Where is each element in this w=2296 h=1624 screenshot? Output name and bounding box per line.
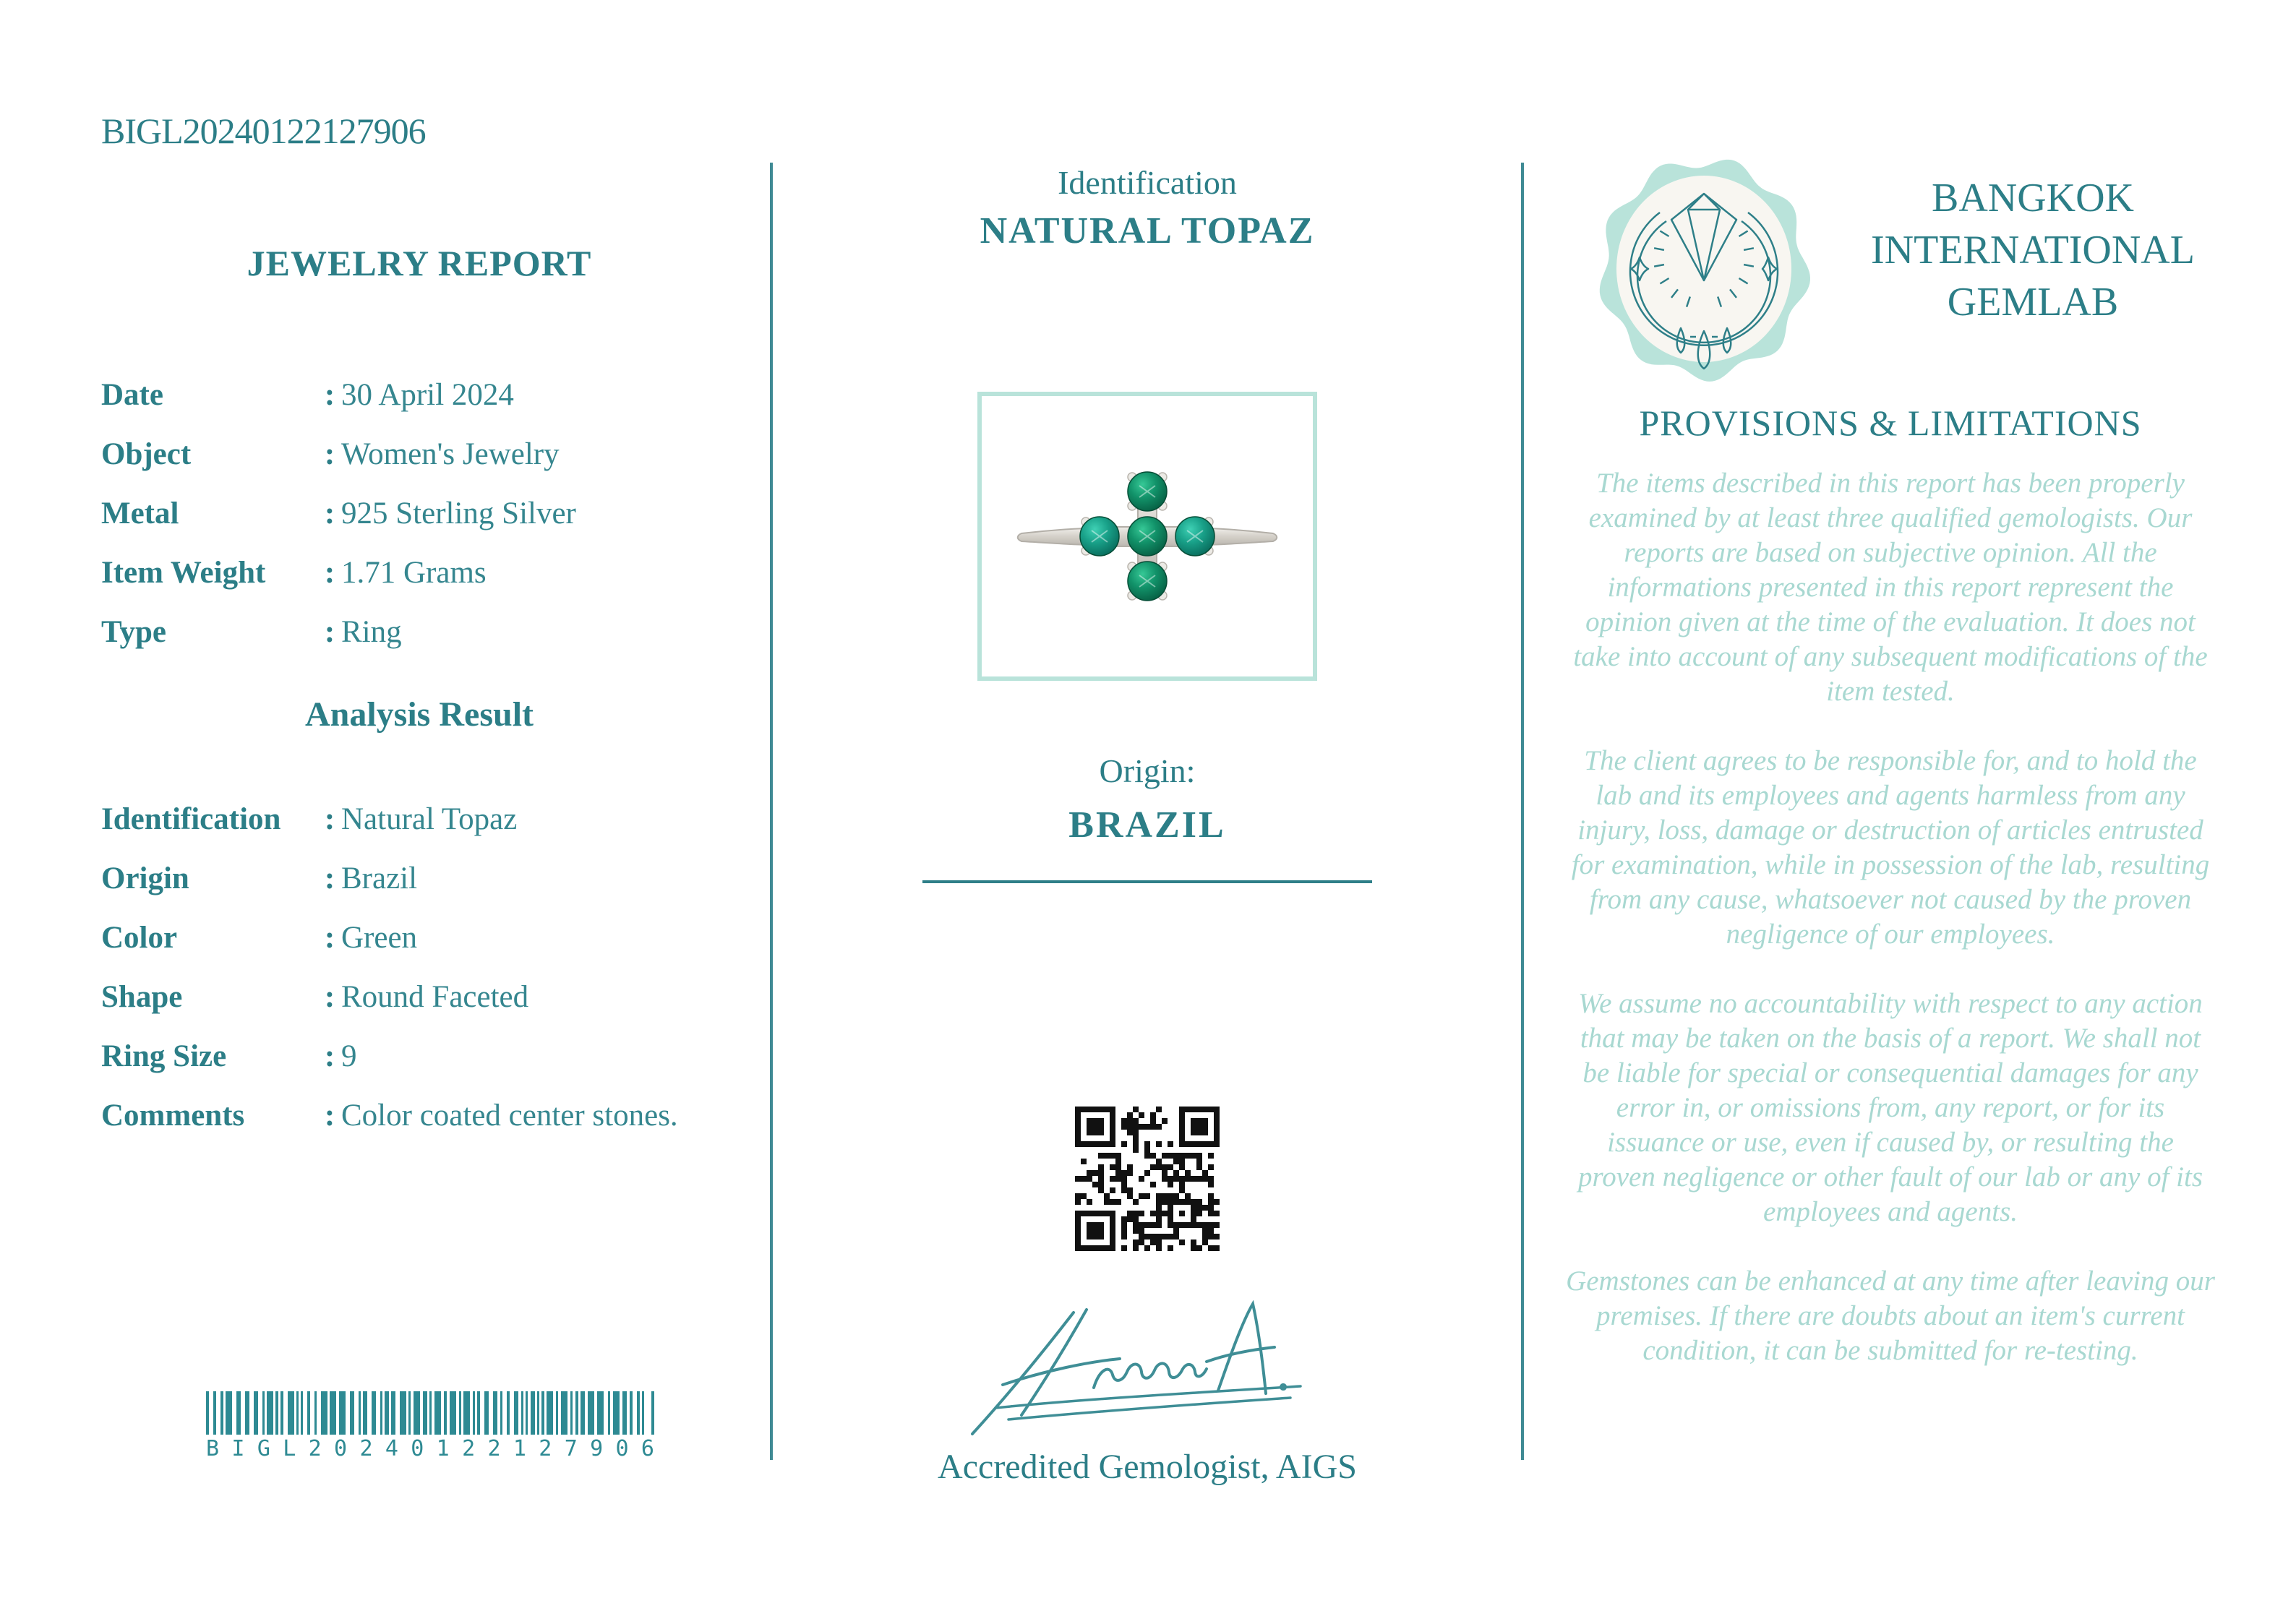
analysis-result-title: Analysis Result [304,695,534,734]
lab-name-line: BANGKOK [1932,176,2134,220]
provision-paragraph: We assume no accountability with respect to any action that may be taken on the basis of a report. We shall not be liable for special or consequential damages for any error in, or omissions from, any report, or for its issuance or use, even if caused by, or resulting the proven negligence or other fault of our lab or any of its employees and agents. [1577,988,2203,1227]
field-value: Ring [341,615,402,649]
lab-name-line: INTERNATIONAL [1871,228,2195,272]
barcode-char: 2 [308,1436,322,1461]
barcode-char: 2 [462,1436,476,1461]
field-label: Origin [101,862,189,895]
field-colon: : [324,1039,335,1073]
field-row [101,790,737,849]
field-label: Comments [101,1099,245,1133]
ring-photo [982,396,1313,676]
field-value: Green [341,921,418,955]
barcode-char: 2 [359,1436,373,1461]
identification-value: NATURAL TOPAZ [980,210,1315,252]
field-row [101,1027,737,1086]
origin-underline [922,880,1372,883]
provisions-text [1565,466,2216,1403]
field-label: Shape [101,980,183,1014]
field-value: Color coated center stones. [341,1099,678,1133]
identification-heading: Identification [1058,164,1237,201]
barcode-char: G [257,1436,270,1461]
barcode-char: 1 [436,1436,450,1461]
field-label: Metal [101,497,179,530]
field-colon: : [324,437,335,471]
field-colon: : [324,615,335,649]
lab-name-line: GEMLAB [1947,280,2119,325]
field-colon: : [324,980,335,1014]
barcode-char: 0 [334,1436,348,1461]
field-label: Identification [101,802,281,836]
barcode-char: 2 [539,1436,552,1461]
barcode-icon [206,1391,654,1435]
barcode-char: 6 [641,1436,654,1461]
details-list [101,366,737,662]
analysis-list [101,790,737,1146]
provisions-title: PROVISIONS & LIMITATIONS [1639,403,2142,443]
field-row [101,366,737,425]
field-row [101,544,737,603]
field-colon: : [324,378,335,412]
report-number: BIGL20240122127906 [101,111,426,151]
field-row [101,484,737,544]
field-label: Type [101,615,166,649]
field-row [101,849,737,908]
field-value: 30 April 2024 [341,378,514,412]
provision-paragraph: The items described in this report has been properly examined by at least three qualified gemologists. Our reports are based on subjective opinion. All the informations presented in this report represent the opinion given at the time of the evaluation. It does not take into account of any subsequent modifications of the item tested. [1573,468,2208,707]
barcode-char: B [206,1436,220,1461]
field-value: 925 Sterling Silver [341,497,576,530]
barcode [206,1391,654,1461]
barcode-char: 1 [513,1436,526,1461]
field-label: Ring Size [101,1039,227,1073]
field-label: Object [101,437,192,471]
barcode-char: 0 [615,1436,629,1461]
field-colon: : [324,556,335,590]
field-colon: : [324,497,335,530]
field-value: Brazil [341,862,418,895]
field-colon: : [324,802,335,836]
field-value: Round Faceted [341,980,529,1014]
identification-column [771,0,1523,1624]
page-title: JEWELRY REPORT [247,242,592,283]
origin-heading: Origin: [1099,752,1196,789]
field-label: Item Weight [101,556,266,590]
field-value: 1.71 Grams [341,556,487,590]
barcode-char: 7 [564,1436,578,1461]
field-colon: : [324,921,335,955]
provisions-column [1522,0,2296,1624]
provision-paragraph: Gemstones can be enhanced at any time after leaving our premises. If there are doubts about an item's current condition, it can be submitted for re-testing. [1566,1266,2215,1366]
barcode-char: I [231,1436,245,1461]
barcode-char: L [283,1436,296,1461]
barcode-text [206,1436,654,1461]
field-row [101,908,737,968]
accredited-gemologist-line: Accredited Gemologist, AIGS [938,1448,1357,1486]
field-colon: : [324,1099,335,1133]
field-value: 9 [341,1039,357,1073]
field-row [101,603,737,662]
origin-value: BRAZIL [1068,804,1226,846]
barcode-char: 2 [487,1436,501,1461]
field-label: Date [101,378,163,412]
barcode-char: 4 [385,1436,398,1461]
lab-name [1780,172,2286,328]
field-colon: : [324,862,335,895]
field-row [101,968,737,1027]
ring-photo-frame [977,392,1317,681]
barcode-char: 9 [590,1436,604,1461]
barcode-char: 0 [411,1436,424,1461]
field-row [101,425,737,484]
field-label: Color [101,921,178,955]
gemologist-signature-icon [952,1292,1342,1437]
report-details-column [101,217,737,1146]
qr-code-icon [1073,1104,1222,1253]
field-value: Women's Jewelry [341,437,560,471]
field-row [101,1086,737,1146]
provision-paragraph: The client agrees to be responsible for, and to hold the lab and its employees and agents harmless from any injury, loss, damage or destruction of articles entrusted for examination, while in possession of the lab, resulting from any cause, whatsoever not caused by the proven negligence of our employees. [1571,745,2210,950]
field-value: Natural Topaz [341,802,518,836]
